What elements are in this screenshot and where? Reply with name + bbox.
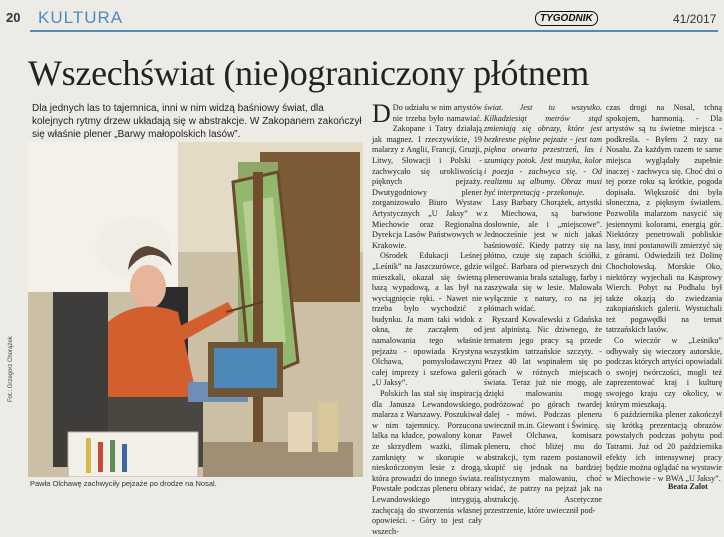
drop-cap: D	[372, 99, 391, 128]
photo-credit: Fot.: Grzegorz Chorążek	[8, 336, 14, 402]
article-byline: Beata Zalot	[668, 482, 708, 491]
paragraph-text: Do udziału w nim artystów nie trzeba było namawiać. Zakopane i Tatry działają jak magnez. I rzeczywiście, 19 malarzy z Anglii, Francji, Gruzji, Litwy, Słowacji i Polski - zachwycało się urokliwością pięknych pejzaży. Dwutygodniowy plener zorganizowało Biuro Wystaw Artystycznych „U Jaksy” w Miechowie oraz Regionalna Dyrekcja Lasów Państwowych w Krakowie.	[372, 103, 482, 250]
paragraph: czas drogi na Nosal, tchną spokojem, harmonią. - Dla artystów są tu świetne miejsca - podkreśla. - Byłem 2 razy na Nosalu. Za każdym razem te same miejsca wyglądały zupełnie inaczej - zachwyca się. Choć dni o tej porze roku są krótkie, pogoda dopisała. Większość dni była słoneczna, z pięknym światłem. Pozwoliła malarzom nasycić się jesiennymi kolorami, energią gór. Niektórzy penetrowali pobliskie lasy, inni postanowili zmierzyć się z górami. Odwiedzili też Dolinę Chochołowską. Morskie Oko, niektórzy wyjechali na Kasprowy Wierch. Pobyt na Podhalu był także okazją do zwiedzania zakopiańskich galerii. Wystuchali też pogawędki na temat tatrzańskich lasów.	[606, 103, 722, 335]
page-number: 20	[6, 10, 21, 25]
paragraph: 6 października plener zakończył się krótką prezentacją obrazów powstałych podczas pobytu pod Tatrami. Już od 20 października efekty ich intensywnej pracy będzie można oglądać na wystawie w Miechowie - w BWA „U Jaksy”.	[606, 410, 722, 483]
article-column-2	[484, 103, 602, 516]
photo-caption: Pawła Olchawę zachwyciły pejzaże po drodze na Nosal.	[30, 479, 217, 488]
issue-number: 41/2017	[673, 12, 717, 26]
paragraph: Ośrodek Edukacji Leśnej „Leśnik” na Jaszczurówce, gdzie mieszkali, okazał się świetną bazą wypadową, a las był na wyciągnięcie ręki. - Nawet nie trzeba było wychodzić z budynku. Ja mam taki widok z okna, że zacząłem od namalowania tego właśnie pejzażu - opowiada Krystyna Olchawa, pomysłodawczyni całej imprezy i szefowa galerii „U Jaksy”.	[372, 251, 482, 388]
section-name: KULTURA	[38, 8, 124, 27]
paragraph: Co wieczór w „Leśniku” odbywały się wieczory autorskie, podczas których artyści opowiadali o swojej twórczości, mogli też zaprezentować kraj i kulturę swojego kraju czy okolicy, w którym mieszkają.	[606, 336, 722, 409]
paragraph: Polskich las stał się inspiracją dla Janusza Lewandowskiego, malarza z Warszawy. Poszukiwał w nim tajemnicy. Porzucona lalka na kładce, powalony konar ze skrzydłem ważki, ślimak zamknięty w skorupie w nieskończonym lesie z drogą, która prowadzi do innego świata. Powstałe podczas pleneru obrazy Lewandowskiego intrygują, zachęcają do stworzenia własnej opowieści. - Góry to jest cały wszech-	[372, 389, 482, 536]
article-column-1	[372, 99, 482, 537]
paragraph: Paweł Olchawa, komisarz pleneru, choć bliżej mu do abstrakcji, tym razem postanowił skupić się jednak na bardziej realistycznym malowaniu, choć widać, że patrzy na pejzaż jak na abstrakcję. Ascetyczne przestrzenie, które uwiecznił pod-	[484, 431, 602, 515]
paragraph: Lasy Barbary Chorążek, artystki z Miechowa, są barwione dosłownie, ale i „miejscowe”. Jednocześnie jest w nich jakaś baśniowość. Kiedy patrzy się na płótno, czuje się zapach ściółki, wilgoć. Barbara od pierwszych dni plenerowania brała sztalugę, farby i zaszywała się w lesie. Malowała wyłącznie z natury, co na jej płótnach widać.	[484, 198, 602, 314]
paragraph: Ryszard Kowalewski z Gdańska jest alpinistą. Nic dziwnego, że tematem jego pracy są przede wszystkim tatrzańskie szczyty. - Przez 40 lat wspinałem się po górach w różnych miejscach świata. Teraz już nie mogę, ale dzięki malowaniu mogę podróżować po górach twardej dalej - mówi. Podczas pleneru uwiecznił m.in. Giewont i Świnicę.	[484, 314, 602, 430]
article-column-3	[606, 103, 722, 484]
publication-logo: TYGODNIK	[535, 11, 598, 26]
header-rule	[30, 30, 718, 32]
article-headline: Wszechświat (nie)ograniczony płótnem	[28, 53, 589, 93]
painter-photo-illustration	[28, 142, 363, 477]
paragraph	[372, 99, 482, 251]
article-photo	[28, 142, 363, 477]
page-header	[0, 0, 724, 30]
article-lead: Dla jednych las to tajemnica, inni w nim widzą baśniowy świat, dla kolejnych rytmy drzew układają się w abstrakcje. W Zakopanem zakończył się właśnie plener „Barwy małopolskich lasów”.	[32, 103, 362, 140]
paragraph: świat. Jest tu wszystko. Kilkadziesiąt metrów stąd zmieniają się obrazy, które jest bezkresne piękne pejzaże - jest tam piękna otwarta przestrzeń, las i szumiący potok. Jest muzyka, kolor i poezja - zachwyca się. - Od realizmu są albumy. Obraz musi być interpretacją - przekonuje.	[484, 103, 602, 197]
